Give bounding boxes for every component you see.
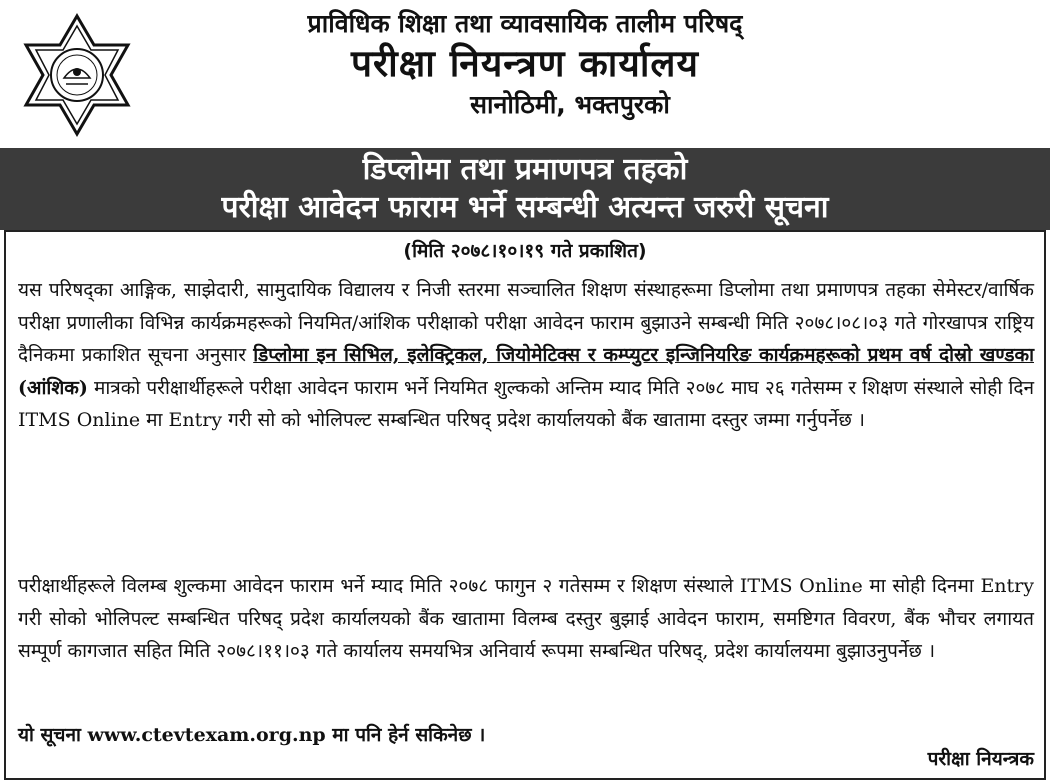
council-name: प्राविधिक शिक्षा तथा व्यावसायिक तालीम परिषद् [307,9,743,38]
office-address: सानोठिमी, भक्तपुरको [470,90,670,119]
notice-body [4,230,1046,780]
banner-subtitle: परीक्षा आवेदन फाराम भर्ने सम्बन्धी अत्यन्त जरुरी सूचना [221,190,829,225]
program-highlight: डिप्लोमा इन सिभिल, इलेक्ट्रिकल, जियोमेटिक्स र कम्प्युटर इन्जिनियरिङ कार्यक्रमहरूको प्रथम वर्ष दोस्रो खण्डका [253,344,1034,367]
office-name: परीक्षा नियन्त्रण कार्यालय [351,42,699,85]
signature: परीक्षा नियन्त्रक [927,748,1034,770]
header [0,0,1050,148]
organization-block [140,8,910,122]
paragraph-1-intro: यस परिषद्का आङ्गिक, साझेदारी, सामुदायिक विद्यालय र निजी स्तरमा सञ्चालित शिक्षण संस्थाहरूमा डिप्लोमा तथा प्रमाणपत्र तहका सेमेस्टर/वार्षिक परीक्षा प्रणालीका विभिन्न कार्यक्रमहरूको नियमित/आंशिक परीक्षाको परीक्षा आवेदन फाराम बुझाउने सम्बन्धी मिति २०७८।०८।०३ गते गोरखापत्र राष्ट्रिय दैनिकमा प्रकाशित सूचना अनुसार [18,279,1034,367]
paragraph-2: परीक्षार्थीहरूले विलम्ब शुल्कमा आवेदन फाराम भर्ने म्याद मिति २०७८ फागुन २ गतेसम्म र शिक्षण संस्थाले ITMS Online मा सोही दिनमा Entry गरी सोको भोलिपल्ट सम्बन्धित परिषद् प्रदेश कार्यालयको बैंक खातामा विलम्ब दस्तुर बुझाई आवेदन फाराम, समष्टिगत विवरण, बैंक भौचर लगायत सम्पूर्ण कागजात सहित मिति २०७८।११।०३ गते कार्यालय समयभित्र अनिवार्य रूपमा सम्बन्धित परिषद्, प्रदेश कार्यालयमा बुझाउनुपर्नेछ । [18,575,1034,663]
paragraph-1-rest: मात्रको परीक्षार्थीहरूले परीक्षा आवेदन फाराम भर्ने नियमित शुल्कको अन्तिम म्याद मिति २०७८ माघ २६ गतेसम्म र शिक्षण संस्थाले सोही दिन ITMS Online मा Entry गरी सो को भोलिपल्ट सम्बन्धित परिषद् प्रदेश कार्यालयको बैंक खातामा दस्तुर जम्मा गर्नुपर्नेछ । [18,376,1034,432]
partial-label: (आंशिक) [18,376,88,399]
published-date: (मिति २०७८।१०।१९ गते प्रकाशित) [403,240,647,262]
paragraph-1 [18,274,1034,437]
banner-title: डिप्लोमा तथा प्रमाणपत्र तहको [362,152,688,187]
ctevt-logo-icon [14,12,140,138]
website-notice: यो सूचना www.ctevtexam.org.np मा पनि हेर्न सकिनेछ । [18,724,486,746]
notice-banner [0,148,1050,230]
